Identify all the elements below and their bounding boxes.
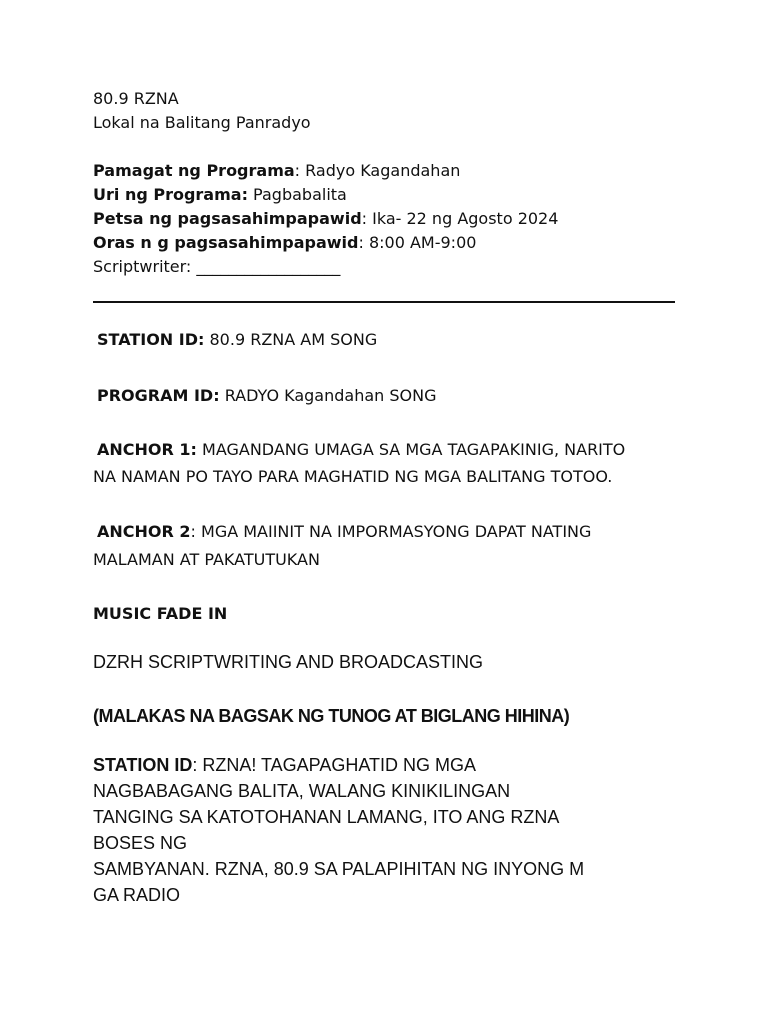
- program-type-value: Pagbabalita: [247, 185, 347, 204]
- anchor1-line1: [97, 438, 625, 462]
- program-title-line: [93, 159, 460, 183]
- station-id2-line1: [93, 752, 476, 778]
- anchor2-label: ANCHOR 2: [97, 522, 191, 541]
- station-id2-text-2: NAGBABAGANG BALITA, WALANG KINIKILINGAN: [93, 781, 511, 801]
- station-id2-text-1: : RZNA! TAGAPAGHATID NG MGA: [192, 755, 477, 775]
- station-id2-text-6: GA RADIO: [93, 885, 181, 905]
- broadcast-time-label: Oras n g pagsasahimpapawid: [93, 233, 359, 252]
- anchor1-text-1: MAGANDANG UMAGA SA MGA TAGAPAKINIG, NARITO: [196, 440, 626, 459]
- station-id-line: [97, 328, 377, 352]
- horizontal-divider: [93, 301, 675, 303]
- program-title-value: : Radyo Kagandahan: [294, 161, 461, 180]
- program-id-value: RADYO Kagandahan SONG: [219, 386, 437, 405]
- broadcast-time-value: : 8:00 AM-9:00: [358, 233, 477, 252]
- program-type-line: [93, 183, 347, 207]
- anchor2-text-1: : MGA MAIINIT NA IMPORMASYONG DAPAT NATING: [190, 522, 592, 541]
- program-id-line: [97, 384, 437, 408]
- anchor1-text-2: NA NAMAN PO TAYO PARA MAGHATID NG MGA BALITANG TOTOO.: [93, 467, 613, 486]
- scriptwriter-line: Scriptwriter: __________________: [93, 257, 341, 276]
- anchor2-text-2: MALAMAN AT PAKATUTUKAN: [93, 550, 320, 569]
- anchor1-label: ANCHOR 1:: [97, 440, 197, 459]
- station-id2-text-3: TANGING SA KATOTOHANAN LAMANG, ITO ANG RZNA: [93, 807, 560, 827]
- broadcast-date-line: [93, 207, 558, 231]
- station-id2-text-4: BOSES NG: [93, 833, 188, 853]
- station-name: 80.9 RZNA: [93, 89, 179, 108]
- sound-effect-note: (MALAKAS NA BAGSAK NG TUNOG AT BIGLANG HIHINA): [93, 706, 570, 726]
- station-id-label: STATION ID:: [97, 330, 205, 349]
- station-id2-text-5: SAMBYANAN. RZNA, 80.9 SA PALAPIHITAN NG INYONG M: [93, 859, 585, 879]
- anchor2-line1: [97, 520, 591, 544]
- document-subtitle: Lokal na Balitang Panradyo: [93, 113, 311, 132]
- program-id-label: PROGRAM ID:: [97, 386, 220, 405]
- broadcast-time-line: [93, 231, 476, 255]
- broadcast-date-value: : Ika- 22 ng Agosto 2024: [361, 209, 559, 228]
- program-type-label: Uri ng Programa:: [93, 185, 248, 204]
- station-id-value: 80.9 RZNA AM SONG: [204, 330, 378, 349]
- broadcast-date-label: Petsa ng pagsasahimpapawid: [93, 209, 362, 228]
- station-id2-label: STATION ID: [93, 755, 193, 775]
- music-cue: MUSIC FADE IN: [93, 604, 228, 623]
- program-title-label: Pamagat ng Programa: [93, 161, 295, 180]
- section-title: DZRH SCRIPTWRITING AND BROADCASTING: [93, 652, 484, 672]
